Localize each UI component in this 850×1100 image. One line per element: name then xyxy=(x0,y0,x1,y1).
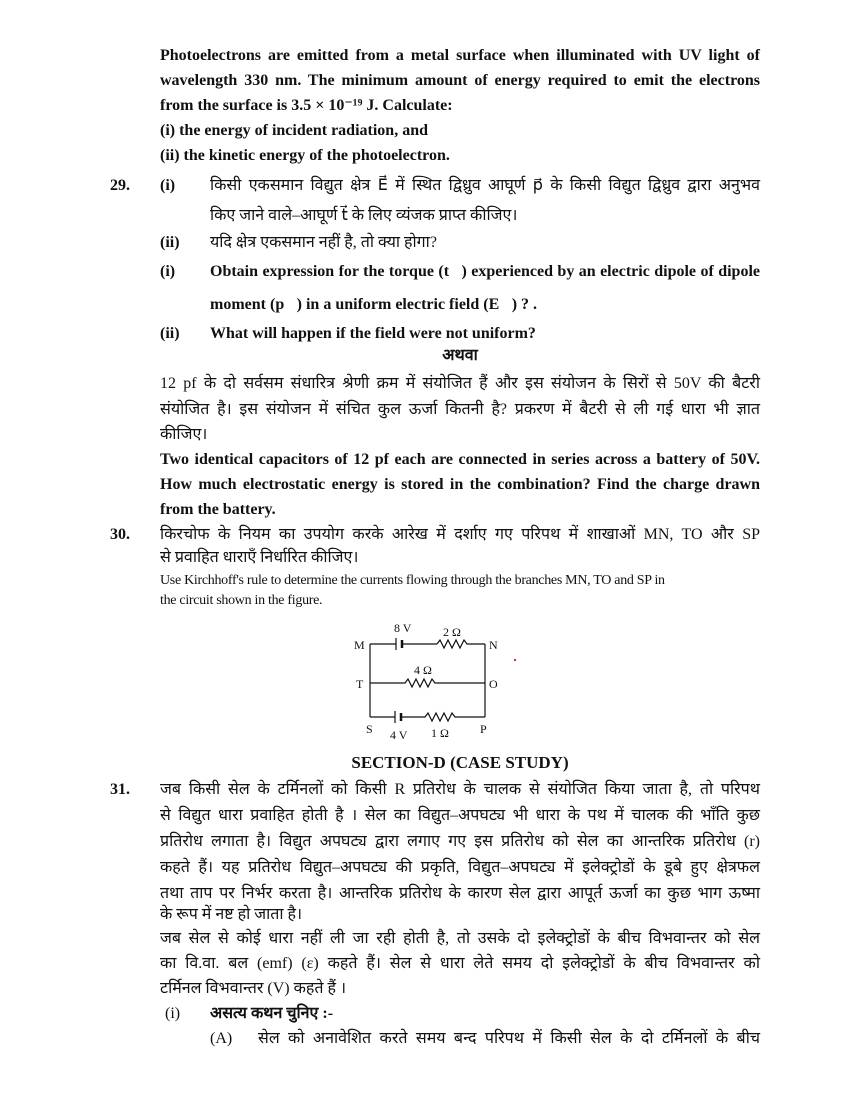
q28-line: from the surface is 3.5 × 10⁻¹⁹ J. Calculate: xyxy=(160,97,453,114)
q31-para1: जब किसी सेल के टर्मिनलों को किसी R प्रतिरोध के चालक से संयोजित किया जाता है, तो परिपथ xyxy=(160,781,760,798)
q29-or-hi: संयोजित है। इस संयोजन में संचित कुल ऊर्जा कितनी है? प्रकरण में बैटरी से ली गई धारा भी ज्ञात xyxy=(160,401,760,418)
option-label: (A) xyxy=(210,1030,233,1047)
q28-line: Photoelectrons are emitted from a metal surface when illuminated with UV light of xyxy=(160,47,760,64)
q29-hi-i: किसी एकसमान विद्युत क्षेत्र E⃗ में स्थित द्विध्रुव आघूर्ण p⃗ के किसी विद्युत द्विध्रुव द्वारा अनुभव xyxy=(210,177,760,194)
node-o: O xyxy=(489,677,498,691)
q31-sub-i: असत्य कथन चुनिए :- xyxy=(210,1005,334,1022)
q31-option-a: सेल को अनावेशित करते समय बन्द परिपथ में किसी सेल के दो टर्मिनलों के बीच xyxy=(258,1030,760,1047)
q28-line: wavelength 330 nm. The minimum amount of energy required to emit the electrons xyxy=(160,72,760,89)
sub-label: (i) xyxy=(160,177,176,194)
node-m: M xyxy=(354,638,365,652)
q31-para1: से विद्युत धारा प्रवाहित होती है । सेल का विद्युत–अपघट्य भी धारा के पथ में चालक की भाँति कुछ xyxy=(160,807,760,824)
or-heading: अथवा xyxy=(442,347,478,364)
q29-en-ii: What will happen if the field were not uniform? xyxy=(210,325,536,342)
q31-para1: कहते हैं। यह प्रतिरोध विद्युत–अपघट्य की प्रकृति, विद्युत–अपघट्य में इलेक्ट्रोडों के डूबे हुए क्षेत्रफल xyxy=(160,859,760,876)
node-p: P xyxy=(480,722,487,736)
q29-or-en: How much electrostatic energy is stored in the combination? Find the charge drawn xyxy=(160,476,760,493)
q29-or-hi: कीजिए। xyxy=(160,426,208,443)
label-4ohm: 4 Ω xyxy=(414,663,432,677)
sub-label: (i) xyxy=(160,263,176,280)
q29-or-hi: 12 pf के दो सर्वसम संधारित्र श्रेणी क्रम में संयोजित हैं और इस संयोजन के सिरों से 50V की बैटरी xyxy=(160,375,760,392)
q28-line: (ii) the kinetic energy of the photoelectron. xyxy=(160,147,450,164)
sub-label: (ii) xyxy=(160,325,180,342)
section-heading: SECTION-D (CASE STUDY) xyxy=(351,753,569,772)
q31-para2: जब सेल से कोई धारा नहीं ली जा रही होती है, तो उसके दो इलेक्ट्रोडों के बीच विभवान्तर को सेल xyxy=(160,930,760,947)
q29-en-i: moment (p⃗) in a uniform electric field (E⃗) ? . xyxy=(210,296,538,313)
node-t: T xyxy=(356,677,364,691)
q29-hi-i: किए जाने वाले–आघूर्ण t⃗ के लिए व्यंजक प्राप्त कीजिए। xyxy=(210,207,518,224)
q30-en: the circuit shown in the figure. xyxy=(160,593,323,608)
label-4v: 4 V xyxy=(390,728,408,742)
q30-hi: से प्रवाहित धाराएँ निर्धारित कीजिए। xyxy=(160,549,359,566)
q29-en-i: Obtain expression for the torque (t⃗) experienced by an electric dipole of dipole xyxy=(210,263,760,280)
q30-en: Use Kirchhoff's rule to determine the currents flowing through the branches MN, TO and SP in xyxy=(160,573,665,588)
q30-hi: किरचोफ के नियम का उपयोग करके आरेख में दर्शाए गए परिपथ में शाखाओं MN, TO और SP xyxy=(160,526,760,543)
node-s: S xyxy=(366,722,373,736)
q31-para2: का वि.वा. बल (emf) (ε) कहते हैं। सेल से धारा लेते समय दो इलेक्ट्रोडों के बीच विभवान्तर को xyxy=(160,955,760,972)
sub-label: (i) xyxy=(165,1005,181,1022)
q29-hi-ii: यदि क्षेत्र एकसमान नहीं है, तो क्या होगा? xyxy=(210,234,437,251)
q31-para1: प्रतिरोध लगाता है। विद्युत अपघट्य द्वारा लगाए गए इस प्रतिरोध को सेल का आन्तरिक प्रतिरोध (r) xyxy=(160,833,760,850)
q28-line: (i) the energy of incident radiation, and xyxy=(160,122,428,139)
question-number: 29. xyxy=(110,177,130,194)
node-n: N xyxy=(489,638,498,652)
question-number: 30. xyxy=(110,526,130,543)
label-1ohm: 1 Ω xyxy=(431,726,449,740)
label-2ohm: 2 Ω xyxy=(443,625,461,639)
q31-para2: टर्मिनल विभवान्तर (V) कहते हैं । xyxy=(160,980,347,997)
q31-para1: के रूप में नष्ट हो जाता है। xyxy=(160,906,303,923)
question-number: 31. xyxy=(110,781,130,798)
stray-mark xyxy=(514,659,516,661)
q29-or-en: Two identical capacitors of 12 pf each are connected in series across a battery of 50V. xyxy=(160,451,760,468)
q29-or-en: from the battery. xyxy=(160,501,276,518)
q31-para1: तथा ताप पर निर्भर करता है। आन्तरिक प्रतिरोध के कारण सेल द्वारा आपूर्त ऊर्जा का कुछ भाग ऊष्मा xyxy=(160,885,760,902)
sub-label: (ii) xyxy=(160,234,180,251)
label-8v: 8 V xyxy=(394,621,412,635)
